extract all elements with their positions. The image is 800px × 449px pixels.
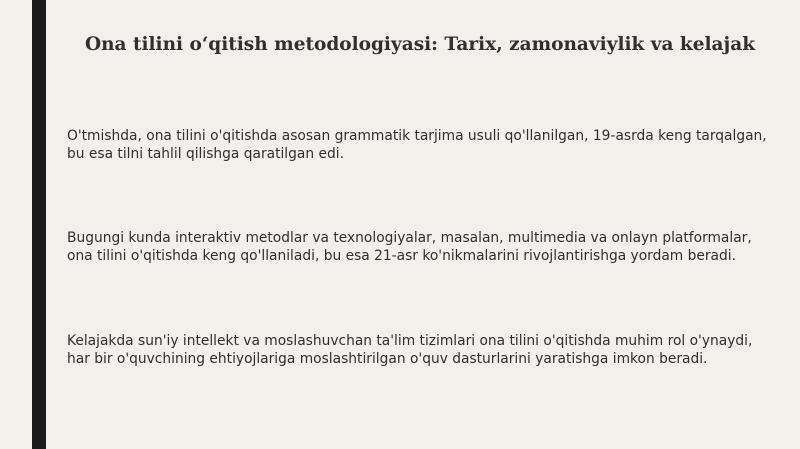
paragraph-future: Kelajakda sun'iy intellekt va moslashuvchan ta'lim tizimlari ona tilini o'qitishda muhim rol o'ynaydi, har bir o'quvchining ehtiyojlariga moslashtirilgan o'quv dasturlarini yaratishga imkon beradi. <box>67 333 753 367</box>
slide-title: Ona tilini o‘qitish metodologiyasi: Tarix, zamonaviylik va kelajak <box>84 34 756 55</box>
paragraph-past: O'tmishda, ona tilini o'qitishda asosan grammatik tarjima usuli qo'llanilgan, 19-asrda keng tarqalgan, bu esa tilni tahlil qilishga qaratilgan edi. <box>67 128 767 162</box>
accent-bar <box>32 0 46 449</box>
paragraph-present: Bugungi kunda interaktiv metodlar va texnologiyalar, masalan, multimedia va onlayn platformalar, ona tilini o'qitishda keng qo'llaniladi, bu esa 21-asr ko'nikmalarini rivojlantirishga yordam beradi. <box>67 230 752 264</box>
